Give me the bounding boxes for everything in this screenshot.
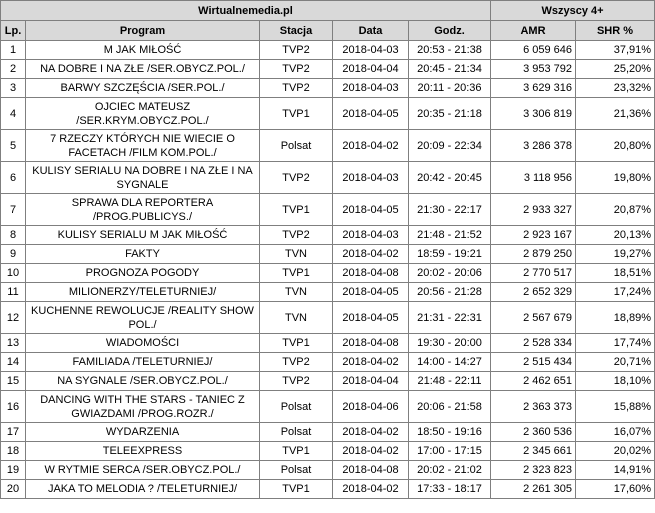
cell-stacja: Polsat bbox=[260, 391, 333, 423]
table-row bbox=[1, 372, 655, 391]
cell-godz: 20:45 - 21:34 bbox=[409, 60, 491, 79]
cell-stacja: TVP2 bbox=[260, 41, 333, 60]
cell-stacja: TVP1 bbox=[260, 264, 333, 283]
cell-program: NA SYGNALE /SER.OBYCZ.POL./ bbox=[26, 372, 260, 391]
cell-shr: 20,02% bbox=[576, 442, 655, 461]
table-row bbox=[1, 353, 655, 372]
cell-data: 2018-04-02 bbox=[333, 130, 409, 162]
cell-godz: 20:02 - 20:06 bbox=[409, 264, 491, 283]
cell-shr: 25,20% bbox=[576, 60, 655, 79]
table-row bbox=[1, 302, 655, 334]
cell-data: 2018-04-05 bbox=[333, 283, 409, 302]
table-row bbox=[1, 245, 655, 264]
cell-amr: 2 567 679 bbox=[491, 302, 576, 334]
cell-amr: 2 879 250 bbox=[491, 245, 576, 264]
cell-data: 2018-04-08 bbox=[333, 334, 409, 353]
source-header-row bbox=[1, 1, 655, 21]
cell-data: 2018-04-05 bbox=[333, 98, 409, 130]
cell-program: FAKTY bbox=[26, 245, 260, 264]
cell-amr: 2 363 373 bbox=[491, 391, 576, 423]
column-header-program: Program bbox=[26, 21, 260, 41]
cell-program: SPRAWA DLA REPORTERA /PROG.PUBLICYS./ bbox=[26, 194, 260, 226]
cell-amr: 2 323 823 bbox=[491, 461, 576, 480]
table-row bbox=[1, 283, 655, 302]
cell-stacja: TVN bbox=[260, 245, 333, 264]
cell-shr: 18,89% bbox=[576, 302, 655, 334]
cell-amr: 2 933 327 bbox=[491, 194, 576, 226]
cell-stacja: TVP1 bbox=[260, 480, 333, 499]
cell-lp: 18 bbox=[1, 442, 26, 461]
column-header-lp: Lp. bbox=[1, 21, 26, 41]
cell-godz: 19:30 - 20:00 bbox=[409, 334, 491, 353]
cell-lp: 2 bbox=[1, 60, 26, 79]
cell-shr: 16,07% bbox=[576, 423, 655, 442]
cell-shr: 20,71% bbox=[576, 353, 655, 372]
cell-data: 2018-04-04 bbox=[333, 372, 409, 391]
table-row bbox=[1, 423, 655, 442]
cell-godz: 21:48 - 21:52 bbox=[409, 226, 491, 245]
cell-lp: 20 bbox=[1, 480, 26, 499]
cell-godz: 17:00 - 17:15 bbox=[409, 442, 491, 461]
cell-program: DANCING WITH THE STARS - TANIEC Z GWIAZDAMI /PROG.ROZR./ bbox=[26, 391, 260, 423]
cell-program: JAKA TO MELODIA ? /TELETURNIEJ/ bbox=[26, 480, 260, 499]
column-header-stacja: Stacja bbox=[260, 21, 333, 41]
table-row bbox=[1, 226, 655, 245]
cell-shr: 15,88% bbox=[576, 391, 655, 423]
cell-shr: 20,13% bbox=[576, 226, 655, 245]
cell-godz: 21:31 - 22:31 bbox=[409, 302, 491, 334]
cell-data: 2018-04-02 bbox=[333, 353, 409, 372]
cell-program: OJCIEC MATEUSZ /SER.KRYM.OBYCZ.POL./ bbox=[26, 98, 260, 130]
cell-shr: 19,80% bbox=[576, 162, 655, 194]
cell-program: NA DOBRE I NA ZŁE /SER.OBYCZ.POL./ bbox=[26, 60, 260, 79]
cell-stacja: Polsat bbox=[260, 461, 333, 480]
table-row bbox=[1, 162, 655, 194]
cell-data: 2018-04-03 bbox=[333, 226, 409, 245]
cell-lp: 4 bbox=[1, 98, 26, 130]
cell-program: W RYTMIE SERCA /SER.OBYCZ.POL./ bbox=[26, 461, 260, 480]
table-row bbox=[1, 41, 655, 60]
cell-data: 2018-04-02 bbox=[333, 480, 409, 499]
cell-godz: 20:42 - 20:45 bbox=[409, 162, 491, 194]
cell-stacja: TVN bbox=[260, 302, 333, 334]
cell-program: WIADOMOŚCI bbox=[26, 334, 260, 353]
cell-stacja: Polsat bbox=[260, 130, 333, 162]
cell-lp: 19 bbox=[1, 461, 26, 480]
cell-lp: 17 bbox=[1, 423, 26, 442]
cell-shr: 17,74% bbox=[576, 334, 655, 353]
cell-stacja: TVP2 bbox=[260, 226, 333, 245]
cell-godz: 17:33 - 18:17 bbox=[409, 480, 491, 499]
cell-lp: 8 bbox=[1, 226, 26, 245]
cell-shr: 18,10% bbox=[576, 372, 655, 391]
cell-data: 2018-04-03 bbox=[333, 162, 409, 194]
cell-shr: 37,91% bbox=[576, 41, 655, 60]
cell-stacja: TVP1 bbox=[260, 98, 333, 130]
cell-lp: 16 bbox=[1, 391, 26, 423]
source-title: Wirtualnemedia.pl bbox=[1, 1, 491, 21]
cell-program: KULISY SERIALU NA DOBRE I NA ZŁE I NA SYGNALE bbox=[26, 162, 260, 194]
cell-shr: 20,87% bbox=[576, 194, 655, 226]
cell-lp: 7 bbox=[1, 194, 26, 226]
cell-godz: 18:59 - 19:21 bbox=[409, 245, 491, 264]
cell-program: KULISY SERIALU M JAK MIŁOŚĆ bbox=[26, 226, 260, 245]
cell-data: 2018-04-03 bbox=[333, 41, 409, 60]
cell-shr: 18,51% bbox=[576, 264, 655, 283]
table-row bbox=[1, 461, 655, 480]
cell-data: 2018-04-02 bbox=[333, 245, 409, 264]
table-row bbox=[1, 480, 655, 499]
cell-godz: 20:11 - 20:36 bbox=[409, 79, 491, 98]
cell-lp: 11 bbox=[1, 283, 26, 302]
cell-shr: 17,24% bbox=[576, 283, 655, 302]
cell-godz: 20:06 - 21:58 bbox=[409, 391, 491, 423]
cell-amr: 2 515 434 bbox=[491, 353, 576, 372]
cell-amr: 3 629 316 bbox=[491, 79, 576, 98]
cell-godz: 21:48 - 22:11 bbox=[409, 372, 491, 391]
column-header-godz: Godz. bbox=[409, 21, 491, 41]
cell-data: 2018-04-02 bbox=[333, 442, 409, 461]
cell-stacja: TVP2 bbox=[260, 60, 333, 79]
cell-godz: 14:00 - 14:27 bbox=[409, 353, 491, 372]
column-header-shr: SHR % bbox=[576, 21, 655, 41]
cell-amr: 2 462 651 bbox=[491, 372, 576, 391]
cell-stacja: TVP2 bbox=[260, 372, 333, 391]
column-header-row bbox=[1, 21, 655, 41]
cell-data: 2018-04-08 bbox=[333, 264, 409, 283]
column-header-amr: AMR bbox=[491, 21, 576, 41]
table-row bbox=[1, 98, 655, 130]
cell-amr: 3 286 378 bbox=[491, 130, 576, 162]
cell-stacja: TVP1 bbox=[260, 334, 333, 353]
cell-godz: 18:50 - 19:16 bbox=[409, 423, 491, 442]
cell-data: 2018-04-02 bbox=[333, 423, 409, 442]
cell-godz: 21:30 - 22:17 bbox=[409, 194, 491, 226]
cell-amr: 3 953 792 bbox=[491, 60, 576, 79]
cell-shr: 23,32% bbox=[576, 79, 655, 98]
cell-shr: 20,80% bbox=[576, 130, 655, 162]
cell-data: 2018-04-04 bbox=[333, 60, 409, 79]
table-row bbox=[1, 264, 655, 283]
cell-data: 2018-04-06 bbox=[333, 391, 409, 423]
cell-amr: 6 059 646 bbox=[491, 41, 576, 60]
cell-shr: 14,91% bbox=[576, 461, 655, 480]
table-row bbox=[1, 130, 655, 162]
cell-amr: 2 770 517 bbox=[491, 264, 576, 283]
cell-godz: 20:56 - 21:28 bbox=[409, 283, 491, 302]
table-row bbox=[1, 194, 655, 226]
table-row bbox=[1, 334, 655, 353]
cell-shr: 19,27% bbox=[576, 245, 655, 264]
table-body bbox=[1, 41, 655, 499]
cell-lp: 14 bbox=[1, 353, 26, 372]
cell-godz: 20:09 - 22:34 bbox=[409, 130, 491, 162]
cell-lp: 10 bbox=[1, 264, 26, 283]
cell-program: M JAK MIŁOŚĆ bbox=[26, 41, 260, 60]
cell-lp: 1 bbox=[1, 41, 26, 60]
cell-program: BARWY SZCZĘŚCIA /SER.POL./ bbox=[26, 79, 260, 98]
cell-data: 2018-04-08 bbox=[333, 461, 409, 480]
cell-amr: 2 923 167 bbox=[491, 226, 576, 245]
cell-lp: 12 bbox=[1, 302, 26, 334]
cell-stacja: TVP2 bbox=[260, 162, 333, 194]
cell-lp: 3 bbox=[1, 79, 26, 98]
cell-program: WYDARZENIA bbox=[26, 423, 260, 442]
cell-stacja: TVN bbox=[260, 283, 333, 302]
cell-stacja: TVP1 bbox=[260, 442, 333, 461]
cell-lp: 9 bbox=[1, 245, 26, 264]
table-row bbox=[1, 79, 655, 98]
cell-lp: 13 bbox=[1, 334, 26, 353]
cell-stacja: TVP2 bbox=[260, 353, 333, 372]
table-row bbox=[1, 442, 655, 461]
cell-amr: 3 306 819 bbox=[491, 98, 576, 130]
cell-stacja: TVP1 bbox=[260, 194, 333, 226]
cell-amr: 2 528 334 bbox=[491, 334, 576, 353]
cell-amr: 3 118 956 bbox=[491, 162, 576, 194]
cell-godz: 20:53 - 21:38 bbox=[409, 41, 491, 60]
cell-stacja: TVP2 bbox=[260, 79, 333, 98]
cell-data: 2018-04-03 bbox=[333, 79, 409, 98]
cell-data: 2018-04-05 bbox=[333, 194, 409, 226]
cell-program: PROGNOZA POGODY bbox=[26, 264, 260, 283]
cell-amr: 2 652 329 bbox=[491, 283, 576, 302]
cell-lp: 6 bbox=[1, 162, 26, 194]
table-row bbox=[1, 391, 655, 423]
cell-stacja: Polsat bbox=[260, 423, 333, 442]
table-row bbox=[1, 60, 655, 79]
cell-shr: 17,60% bbox=[576, 480, 655, 499]
cell-lp: 5 bbox=[1, 130, 26, 162]
cell-godz: 20:35 - 21:18 bbox=[409, 98, 491, 130]
cell-amr: 2 261 305 bbox=[491, 480, 576, 499]
cell-data: 2018-04-05 bbox=[333, 302, 409, 334]
cell-program: TELEEXPRESS bbox=[26, 442, 260, 461]
cell-amr: 2 345 661 bbox=[491, 442, 576, 461]
cell-program: MILIONERZY/TELETURNIEJ/ bbox=[26, 283, 260, 302]
cell-program: FAMILIADA /TELETURNIEJ/ bbox=[26, 353, 260, 372]
column-header-data: Data bbox=[333, 21, 409, 41]
cell-program: KUCHENNE REWOLUCJE /REALITY SHOW POL./ bbox=[26, 302, 260, 334]
cell-godz: 20:02 - 21:02 bbox=[409, 461, 491, 480]
cell-program: 7 RZECZY KTÓRYCH NIE WIECIE O FACETACH /FILM KOM.POL./ bbox=[26, 130, 260, 162]
cell-shr: 21,36% bbox=[576, 98, 655, 130]
audience-title: Wszyscy 4+ bbox=[491, 1, 655, 21]
cell-lp: 15 bbox=[1, 372, 26, 391]
cell-amr: 2 360 536 bbox=[491, 423, 576, 442]
